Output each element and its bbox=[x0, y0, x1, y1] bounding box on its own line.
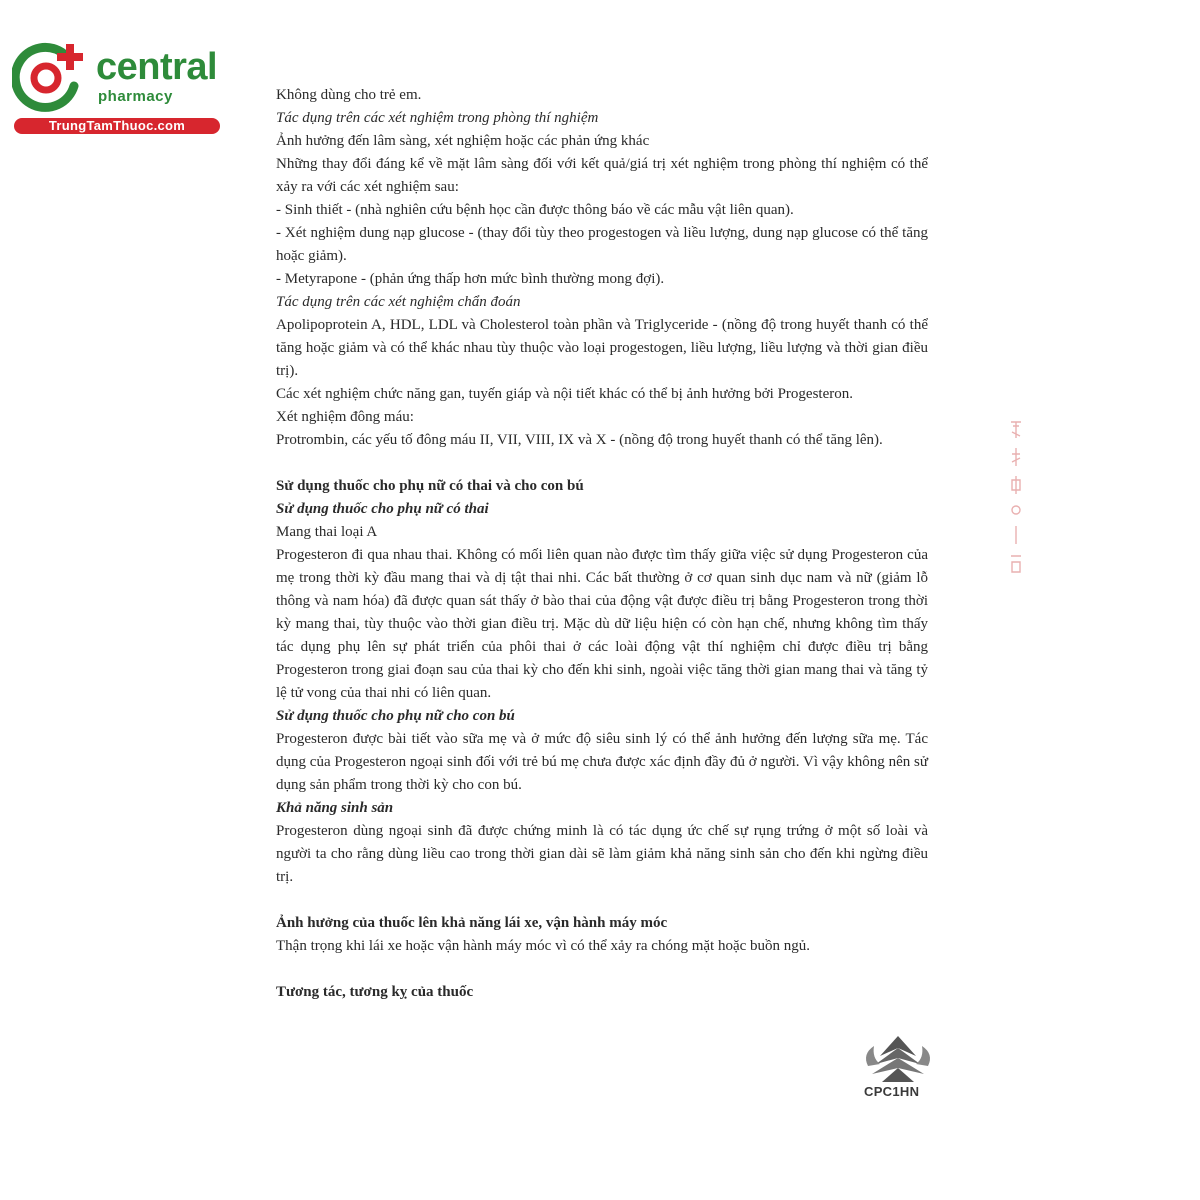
subsection-heading: Sử dụng thuốc cho phụ nữ cho con bú bbox=[276, 708, 515, 724]
section-heading: Tương tác, tương kỵ của thuốc bbox=[276, 984, 474, 1000]
paragraph: Xét nghiệm đông máu: bbox=[276, 409, 414, 425]
section-heading: Ảnh hưởng của thuốc lên khả năng lái xe, vận hành máy móc bbox=[276, 915, 668, 931]
brand-name: central bbox=[96, 46, 218, 88]
pharmacy-cross-icon bbox=[12, 38, 92, 114]
list-item: - Sinh thiết - (nhà nghiên cứu bệnh học cần được thông báo về các mẫu vật liên quan). bbox=[276, 202, 794, 218]
list-item: - Metyrapone - (phản ứng thấp hơn mức bình thường mong đợi). bbox=[276, 271, 665, 287]
document-body bbox=[276, 84, 928, 1004]
subsection-heading: Khả năng sinh sản bbox=[276, 800, 394, 816]
company-logo bbox=[858, 1034, 938, 1104]
subheading: Tác dụng trên các xét nghiệm chẩn đoán bbox=[276, 294, 521, 310]
lotus-emblem-icon bbox=[858, 1034, 938, 1086]
subheading: Tác dụng trên các xét nghiệm trong phòng thí nghiệm bbox=[276, 110, 599, 126]
site-banner: TrungTamThuoc.com bbox=[14, 118, 220, 134]
paragraph: Progesteron được bài tiết vào sữa mẹ và ở mức độ siêu sinh lý có thể ảnh hưởng đến lượng sữa mẹ. Tác dụng của Progesteron ngoại sinh đối với trẻ bú mẹ chưa được xác định đầy đủ ở người. Vì vậy không nên sử dụng sản phẩm trong thời kỳ cho con bú. bbox=[276, 731, 928, 793]
central-pharmacy-logo bbox=[10, 38, 220, 138]
paragraph: Protrombin, các yếu tố đông máu II, VII, VIII, IX và X - (nồng độ trong huyết thanh có thể tăng lên). bbox=[276, 432, 883, 448]
paragraph: Không dùng cho trẻ em. bbox=[276, 87, 422, 103]
paragraph: Mang thai loại A bbox=[276, 524, 378, 540]
stamp-marks-icon bbox=[1008, 418, 1024, 578]
brand-subtitle: pharmacy bbox=[98, 88, 173, 105]
paragraph: Progesteron dùng ngoại sinh đã được chứng minh là có tác dụng ức chế sự rụng trứng ở một số loài và người ta cho rằng dùng liều cao trong thời gian dài sẽ làm giảm khả năng sinh sản cho đến khi ngừng điều trị. bbox=[276, 823, 928, 885]
paragraph: Các xét nghiệm chức năng gan, tuyến giáp và nội tiết khác có thể bị ảnh hưởng bởi Progesteron. bbox=[276, 386, 853, 402]
list-item: - Xét nghiệm dung nạp glucose - (thay đổi tùy theo progestogen và liều lượng, dung nạp glucose có thể tăng hoặc giảm). bbox=[276, 225, 928, 264]
paragraph: Progesteron đi qua nhau thai. Không có mối liên quan nào được tìm thấy giữa việc sử dụng Progesteron của mẹ trong thời kỳ đầu mang thai và dị tật thai nhi. Các bất thường ở cơ quan sinh dục nam và nữ (giảm lỗ thông và nam hóa) đã được quan sát thấy ở bào thai của động vật được điều trị bằng Progesteron trong thời kỳ mang thai, tùy thuộc vào thời gian điều trị. Mặc dù dữ liệu hiện có còn hạn chế, nhưng không tìm thấy tác dụng phụ lên sự phát triển của phôi thai ở các loài động vật thí nghiệm chỉ được điều trị bằng Progesteron trong giai đoạn sau của thai kỳ cho đến khi sinh, ngoài việc tăng thời gian mang thai và tăng tỷ lệ tử vong của thai nhi có liên quan. bbox=[276, 547, 928, 701]
paragraph: Thận trọng khi lái xe hoặc vận hành máy móc vì có thể xảy ra chóng mặt hoặc buồn ngủ. bbox=[276, 938, 811, 954]
subsection-heading: Sử dụng thuốc cho phụ nữ có thai bbox=[276, 501, 489, 517]
paragraph: Ảnh hưởng đến lâm sàng, xét nghiệm hoặc các phản ứng khác bbox=[276, 133, 650, 149]
margin-stamp bbox=[1008, 418, 1024, 578]
paragraph: Apolipoprotein A, HDL, LDL và Cholesterol toàn phần và Triglyceride - (nồng độ trong huyết thanh có thể tăng hoặc giảm và có thể khác nhau tùy thuộc vào loại progestogen, liều lượng, liều lượng và thời gian điều trị). bbox=[276, 317, 928, 379]
section-heading: Sử dụng thuốc cho phụ nữ có thai và cho con bú bbox=[276, 478, 584, 494]
paragraph: Những thay đổi đáng kể về mặt lâm sàng đối với kết quả/giá trị xét nghiệm trong phòng thí nghiệm có thể xảy ra với các xét nghiệm sau: bbox=[276, 156, 928, 195]
company-name: CPC1HN bbox=[864, 1084, 920, 1099]
